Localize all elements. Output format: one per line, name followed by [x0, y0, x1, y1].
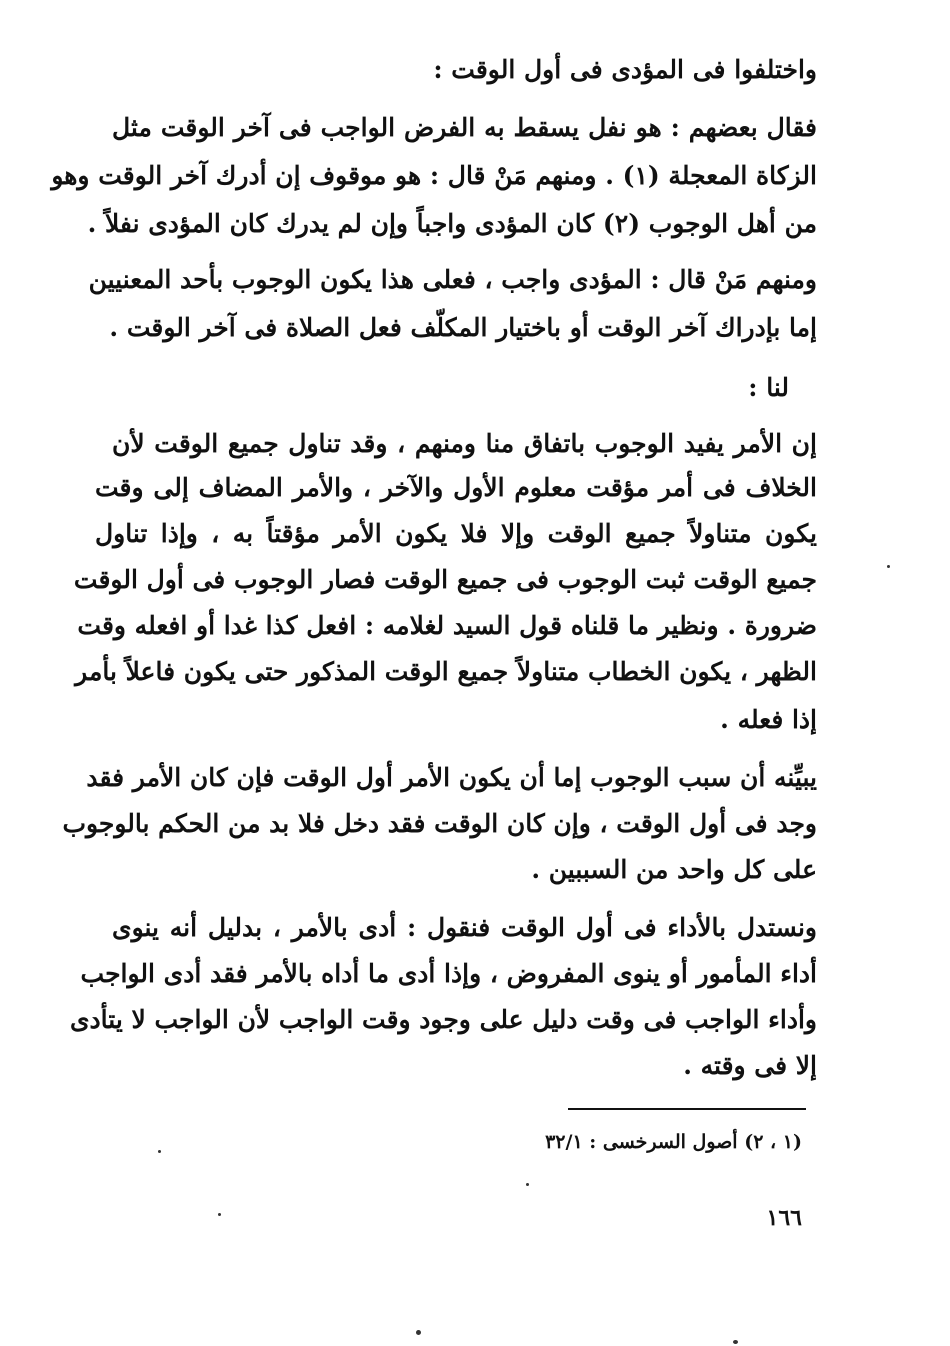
speck-mark: [218, 1213, 221, 1216]
text-line: أداء المأمور أو ينوى المفروض ، وإذا أدى ما أداه بالأمر فقد أدى الواجب: [80, 959, 817, 988]
text-line: ومنهم مَنْ قال : المؤدى واجب ، فعلى هذا يكون الوجوب بأحد المعنيين: [88, 265, 817, 294]
text-line: يبيِّنه أن سبب الوجوب إما أن يكون الأمر أول الوقت فإن كان الأمر فقد: [86, 763, 817, 792]
footnote-divider: [568, 1108, 806, 1110]
text-line: ضرورة . ونظير ما قلناه قول السيد لغلامه : افعل كذا غدا أو افعله وقت: [77, 611, 817, 640]
text-line: ونستدل بالأداء فى أول الوقت فنقول : أدى بالأمر ، بدليل أنه ينوى: [112, 913, 817, 942]
speck-mark: [733, 1340, 738, 1344]
speck-mark: [158, 1150, 161, 1153]
text-line: إلا فى وقته .: [683, 1051, 817, 1080]
text-line: جميع الوقت ثبت الوجوب فى جميع الوقت فصار الوجوب فى أول الوقت: [73, 565, 817, 594]
text-line: إن الأمر يفيد الوجوب باتفاق منا ومنهم ، وقد تناول جميع الوقت لأن: [112, 429, 817, 458]
text-line: الزكاة المعجلة (١) . ومنهم مَنْ قال : هو موقوف إن أدرك آخر الوقت وهو: [51, 161, 817, 190]
footnote: (١ ، ٢) أصول السرخسى : ٣٢/١: [545, 1131, 802, 1153]
page-number: ١٦٦: [766, 1205, 802, 1231]
text-line: فقال بعضهم : هو نفل يسقط به الفرض الواجب فى آخر الوقت مثل: [112, 113, 817, 142]
text-line: واختلفوا فى المؤدى فى أول الوقت :: [433, 55, 817, 84]
speck-mark: [887, 565, 890, 568]
text-line: وأداء الواجب فى وقت دليل على وجود وقت الواجب لأن الواجب لا يتأدى: [69, 1005, 817, 1034]
text-line: إذا فعله .: [720, 705, 817, 734]
speck-mark: [416, 1330, 421, 1335]
text-line: من أهل الوجوب (٢) كان المؤدى واجباً وإن لم يدرك كان المؤدى نفلاً .: [87, 209, 817, 238]
text-line: على كل واحد من السببين .: [531, 855, 817, 884]
text-line: إما بإدراك آخر الوقت أو باختيار المكلّف فعل الصلاة فى آخر الوقت .: [109, 313, 817, 342]
text-line: الخلاف فى أمر مؤقت معلوم الأول والآخر ، والأمر المضاف إلى وقت: [95, 473, 817, 502]
text-line: وجد فى أول الوقت ، وإن كان الوقت فقد دخل فلا بد من الحكم بالوجوب: [62, 809, 817, 838]
text-line: يكون متناولاً جميع الوقت وإلا فلا يكون الأمر مؤقتاً به ، وإذا تناول: [95, 519, 817, 548]
text-line: الظهر ، يكون الخطاب متناولاً جميع الوقت المذكور حتى يكون فاعلاً بأمر: [75, 657, 817, 686]
text-line: لنا :: [748, 373, 789, 402]
speck-mark: [526, 1183, 529, 1186]
